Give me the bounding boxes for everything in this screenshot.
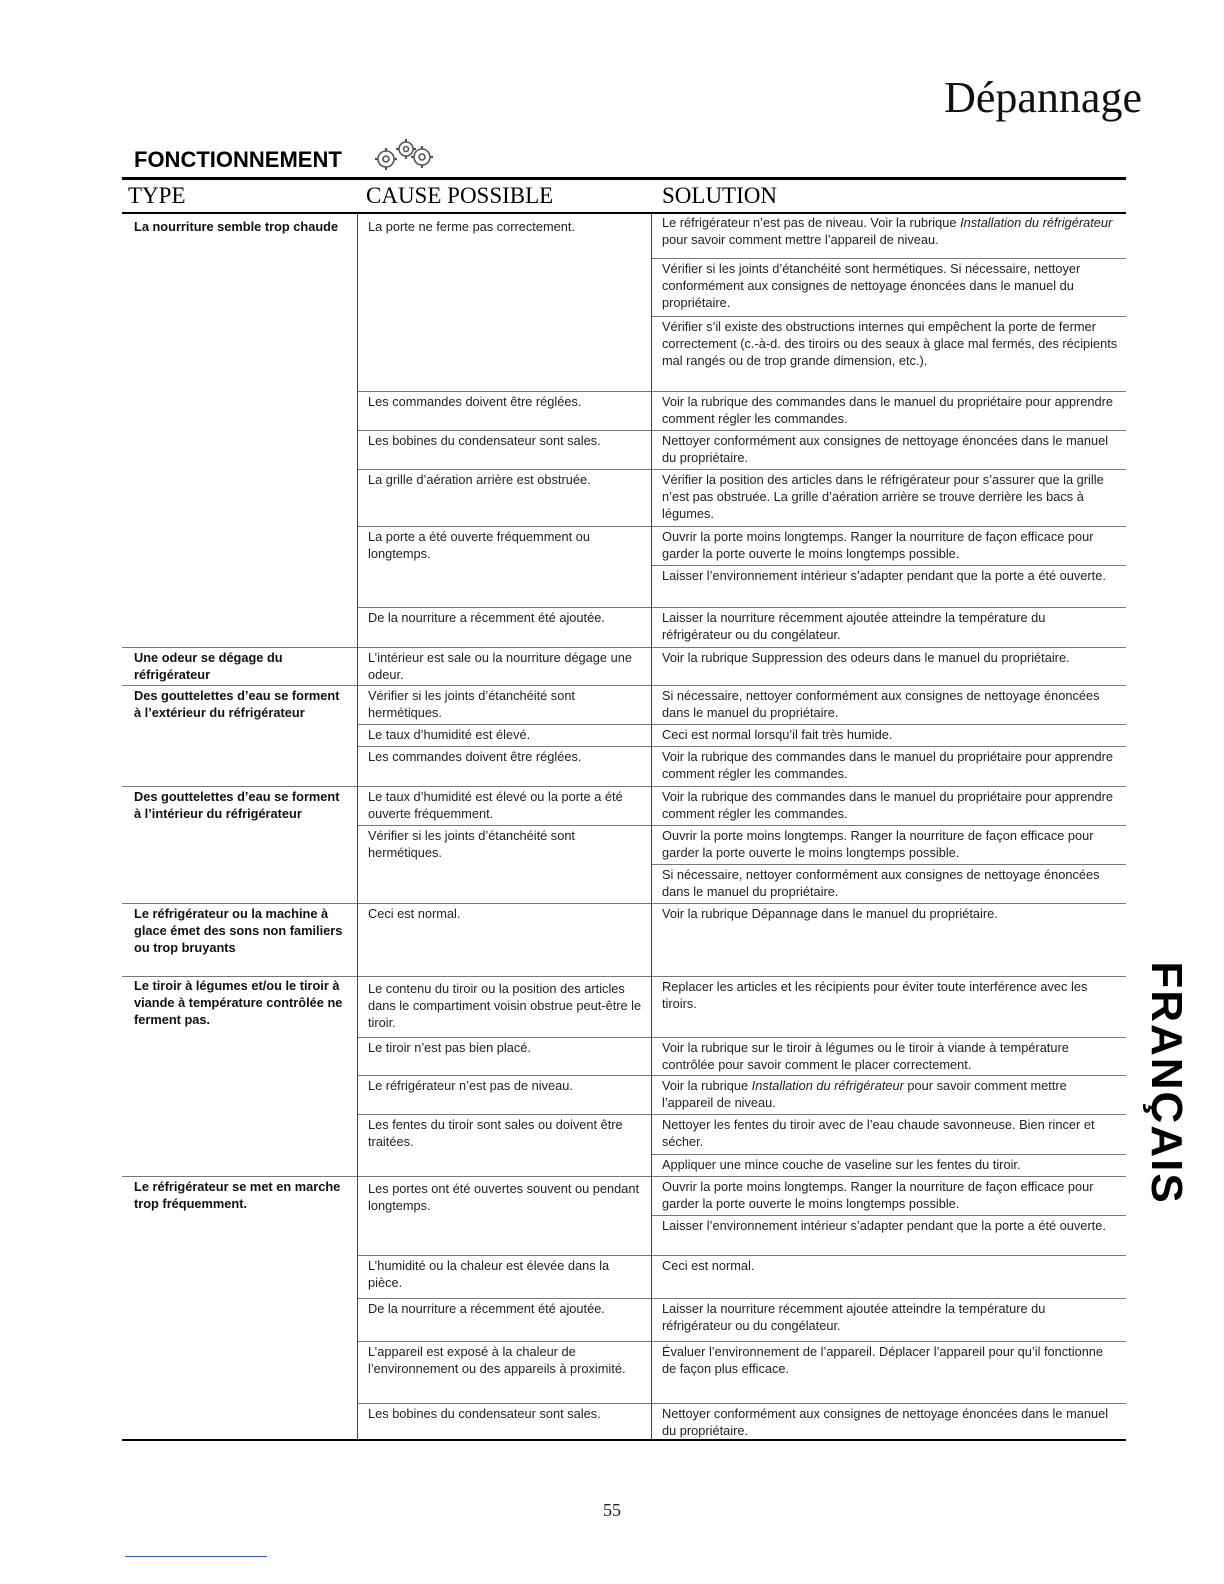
row-divider xyxy=(652,469,1126,470)
problem-type: Le tiroir à légumes et/ou le tiroir à viande à température contrôlée ne ferment pas. xyxy=(134,978,343,1027)
row-divider xyxy=(358,1176,651,1177)
solution-text: Nettoyer conformément aux consignes de nettoyage énoncées dans le manuel du propriétaire. xyxy=(662,1406,1109,1438)
row-divider xyxy=(652,607,1126,608)
language-label: FRANÇAIS xyxy=(1142,960,1191,1205)
row-divider xyxy=(358,724,651,725)
solution-text: Ouvrir la porte moins longtemps. Ranger la nourriture de façon efficace pour garder la porte ouverte le moins longtemps possible. xyxy=(662,828,1094,860)
row-divider xyxy=(358,647,651,648)
row-divider xyxy=(122,786,357,787)
possible-cause: Vérifier si les joints d’étanchéité sont hermétiques. xyxy=(368,688,575,720)
problem-type: Des gouttelettes d’eau se forment à l’intérieur du réfrigérateur xyxy=(134,789,340,821)
solution-text: Voir la rubrique Dépannage dans le manuel du propriétaire. xyxy=(662,906,998,921)
solution-text: Si nécessaire, nettoyer conformément aux consignes de nettoyage énoncées dans le manuel du propriétaire. xyxy=(662,867,1100,899)
language-tab xyxy=(1142,950,1190,1215)
solution-text-part: Le réfrigérateur n’est pas de niveau. Voir la rubrique xyxy=(662,215,961,230)
header-solution: SOLUTION xyxy=(662,183,777,208)
row-divider xyxy=(652,258,1126,259)
solution-text: Ceci est normal lorsqu’il fait très humide. xyxy=(662,727,893,742)
row-divider xyxy=(358,1341,651,1342)
problem-type: Des gouttelettes d’eau se forment à l’extérieur du réfrigérateur xyxy=(134,688,340,720)
solution-text: Évaluer l’environnement de l’appareil. Déplacer l’appareil pour qu’il fonctionne de façon plus efficace. xyxy=(662,1344,1104,1376)
row-divider xyxy=(358,746,651,747)
row-divider xyxy=(358,391,651,392)
solution-text xyxy=(662,1077,1118,1111)
row-divider xyxy=(652,1037,1126,1038)
problem-type: La nourriture semble trop chaude xyxy=(134,219,339,234)
possible-cause: Les commandes doivent être réglées. xyxy=(368,749,582,764)
possible-cause: Le tiroir n’est pas bien placé. xyxy=(368,1040,531,1055)
row-divider xyxy=(358,1075,651,1076)
solution-text: Voir la rubrique sur le tiroir à légumes ou le tiroir à viande à température contrôlée pour savoir comment le placer correctement. xyxy=(662,1040,1069,1072)
row-divider xyxy=(652,1075,1126,1076)
row-divider xyxy=(122,1176,357,1177)
possible-cause: De la nourriture a récemment été ajoutée. xyxy=(368,610,605,625)
possible-cause: L’intérieur est sale ou la nourriture dégage une odeur. xyxy=(368,650,632,682)
possible-cause: Le taux d’humidité est élevé ou la porte a été ouverte fréquemment. xyxy=(368,789,623,821)
solution-text: Voir la rubrique des commandes dans le manuel du propriétaire pour apprendre comment régler les commandes. xyxy=(662,749,1114,781)
solution-text: Laisser l’environnement intérieur s’adapter pendant que la porte a été ouverte. xyxy=(662,1218,1106,1233)
header-type: TYPE xyxy=(128,183,186,208)
row-divider xyxy=(652,1403,1126,1404)
solution-text: Laisser la nourriture récemment ajoutée atteindre la température du réfrigérateur ou du congélateur. xyxy=(662,610,1046,642)
row-divider xyxy=(358,469,651,470)
row-divider xyxy=(652,1255,1126,1256)
row-divider xyxy=(652,1176,1126,1177)
row-divider xyxy=(358,976,651,977)
row-divider xyxy=(652,1298,1126,1299)
solution-text: Laisser l’environnement intérieur s’adapter pendant que la porte a été ouverte. xyxy=(662,568,1106,583)
possible-cause: Les fentes du tiroir sont sales ou doivent être traitées. xyxy=(368,1117,623,1149)
solution-reference: Installation du réfrigérateur xyxy=(960,215,1113,230)
bottom-rule xyxy=(122,1439,1126,1441)
possible-cause: La porte ne ferme pas correctement. xyxy=(368,219,575,234)
solution-text: Vérifier s’il existe des obstructions internes qui empêchent la porte de fermer correctement (c.-à-d. des tiroirs ou des seaux à glace mal fermés, des récipients mal rangés ou de trop grande dimension, etc.). xyxy=(662,319,1118,368)
problem-type: Une odeur se dégage du réfrigérateur xyxy=(134,650,283,682)
possible-cause: Les bobines du condensateur sont sales. xyxy=(368,433,601,448)
row-divider xyxy=(358,607,651,608)
solution-text xyxy=(662,214,1118,248)
possible-cause: Le contenu du tiroir ou la position des articles dans le compartiment voisin obstrue peut-être le tiroir. xyxy=(368,981,642,1030)
gears-icon xyxy=(364,135,440,173)
row-divider xyxy=(652,1154,1126,1155)
row-divider xyxy=(652,647,1126,648)
row-divider xyxy=(652,391,1126,392)
row-divider xyxy=(652,825,1126,826)
solution-text: Nettoyer les fentes du tiroir avec de l’eau chaude savonneuse. Bien rincer et sécher. xyxy=(662,1117,1095,1149)
row-divider xyxy=(652,864,1126,865)
column-divider xyxy=(357,214,358,1440)
row-divider xyxy=(358,1298,651,1299)
top-rule xyxy=(122,177,1126,180)
row-divider xyxy=(122,685,357,686)
row-divider xyxy=(122,903,357,904)
row-divider xyxy=(652,786,1126,787)
row-divider xyxy=(652,316,1126,317)
solution-text: Vérifier si les joints d’étanchéité sont hermétiques. Si nécessaire, nettoyer conformément aux consignes de nettoyage énoncées dans le manuel du propriétaire. xyxy=(662,261,1081,310)
row-divider xyxy=(358,685,651,686)
row-divider xyxy=(652,724,1126,725)
possible-cause: Les bobines du condensateur sont sales. xyxy=(368,1406,601,1421)
row-divider xyxy=(358,1114,651,1115)
solution-text: Voir la rubrique des commandes dans le manuel du propriétaire pour apprendre comment régler les commandes. xyxy=(662,789,1114,821)
possible-cause: L’humidité ou la chaleur est élevée dans la pièce. xyxy=(368,1258,610,1290)
solution-text: Ouvrir la porte moins longtemps. Ranger la nourriture de façon efficace pour garder la porte ouverte le moins longtemps possible. xyxy=(662,1179,1094,1211)
solution-text: Laisser la nourriture récemment ajoutée atteindre la température du réfrigérateur ou du congélateur. xyxy=(662,1301,1046,1333)
possible-cause: L’appareil est exposé à la chaleur de l’environnement ou des appareils à proximité. xyxy=(368,1344,626,1376)
row-divider xyxy=(652,430,1126,431)
solution-text: Ouvrir la porte moins longtemps. Ranger la nourriture de façon efficace pour garder la porte ouverte le moins longtemps possible. xyxy=(662,529,1094,561)
row-divider xyxy=(358,1037,651,1038)
row-divider xyxy=(652,1215,1126,1216)
row-divider xyxy=(652,976,1126,977)
solution-text: Si nécessaire, nettoyer conformément aux consignes de nettoyage énoncées dans le manuel du propriétaire. xyxy=(662,688,1100,720)
solution-text: Ceci est normal. xyxy=(662,1258,755,1273)
possible-cause: Les portes ont été ouvertes souvent ou pendant longtemps. xyxy=(368,1181,640,1213)
row-divider xyxy=(652,746,1126,747)
row-divider xyxy=(652,1341,1126,1342)
possible-cause: Ceci est normal. xyxy=(368,906,461,921)
row-divider xyxy=(652,565,1126,566)
solution-text: Nettoyer conformément aux consignes de nettoyage énoncées dans le manuel du propriétaire. xyxy=(662,433,1109,465)
possible-cause: Le réfrigérateur n’est pas de niveau. xyxy=(368,1078,573,1093)
solution-text-part: pour savoir comment mettre l’appareil de niveau. xyxy=(662,1078,1067,1110)
row-divider xyxy=(358,1255,651,1256)
row-divider xyxy=(358,526,651,527)
problem-type: Le réfrigérateur ou la machine à glace émet des sons non familiers ou trop bruyants xyxy=(134,906,343,955)
possible-cause: Les commandes doivent être réglées. xyxy=(368,394,582,409)
solution-reference: Installation du réfrigérateur xyxy=(751,1078,904,1093)
solution-text-part: Voir la rubrique xyxy=(662,1078,752,1093)
page-number: 55 xyxy=(603,1500,621,1520)
possible-cause: La porte a été ouverte fréquemment ou longtemps. xyxy=(368,529,590,561)
solution-text-part: pour savoir comment mettre l’appareil de niveau. xyxy=(662,232,939,247)
row-divider xyxy=(358,430,651,431)
solution-text: Replacer les articles et les récipients pour éviter toute interférence avec les tiroirs. xyxy=(662,979,1088,1011)
row-divider xyxy=(358,825,651,826)
header-cause: CAUSE POSSIBLE xyxy=(366,183,554,208)
solution-text: Voir la rubrique des commandes dans le manuel du propriétaire pour apprendre comment régler les commandes. xyxy=(662,394,1114,426)
possible-cause: Vérifier si les joints d’étanchéité sont hermétiques. xyxy=(368,828,575,860)
solution-text: Voir la rubrique Suppression des odeurs dans le manuel du propriétaire. xyxy=(662,650,1070,665)
row-divider xyxy=(122,647,357,648)
possible-cause: Le taux d’humidité est élevé. xyxy=(368,727,531,742)
row-divider xyxy=(358,1403,651,1404)
row-divider xyxy=(652,685,1126,686)
problem-type: Le réfrigérateur se met en marche trop fréquemment. xyxy=(134,1179,341,1211)
solution-text: Vérifier la position des articles dans le réfrigérateur pour s’assurer que la grille n’est pas obstruée. La grille d’aération arrière se trouve derrière les bacs à légumes. xyxy=(662,472,1104,521)
possible-cause: La grille d’aération arrière est obstruée. xyxy=(368,472,591,487)
page-title: Dépannage xyxy=(944,73,1142,122)
solution-text: Appliquer une mince couche de vaseline sur les fentes du tiroir. xyxy=(662,1157,1021,1172)
row-divider xyxy=(652,903,1126,904)
possible-cause: De la nourriture a récemment été ajoutée. xyxy=(368,1301,605,1316)
row-divider xyxy=(358,903,651,904)
row-divider xyxy=(652,526,1126,527)
row-divider xyxy=(652,1114,1126,1115)
column-divider xyxy=(651,214,652,1440)
section-title: FONCTIONNEMENT xyxy=(134,147,342,172)
footer-link-line xyxy=(125,1556,267,1557)
row-divider xyxy=(358,786,651,787)
